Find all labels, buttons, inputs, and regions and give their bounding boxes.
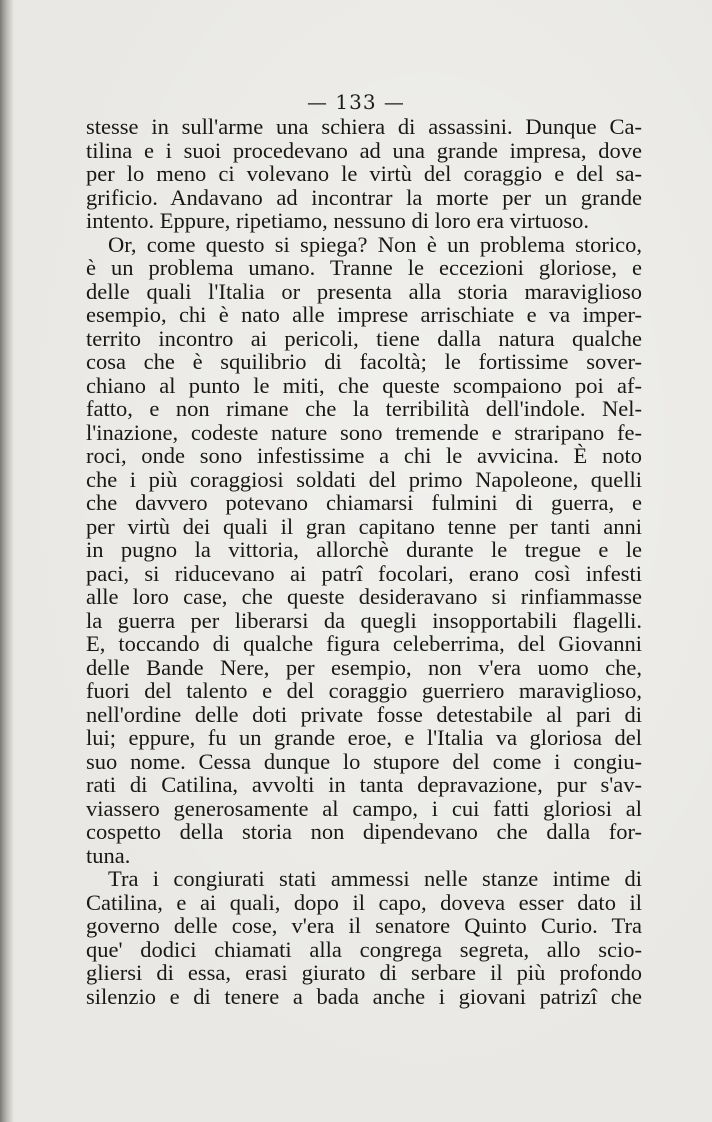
text-line: territo incontro ai pericoli, tiene dalla natura qualche: [86, 325, 642, 351]
text-line: intento. Eppure, ripetiamo, nessuno di loro era virtuoso.: [86, 208, 590, 233]
body-text: [86, 115, 642, 1008]
text-line: fuori del talento e del coraggio guerriero maraviglioso,: [86, 678, 642, 703]
text-line: per lo meno ci volevano le virtù del coraggio e del sa-: [86, 161, 642, 186]
text-line: E, toccando di qualche figura celeberrima, del Giovanni: [86, 631, 642, 656]
text-line: governo delle cose, v'era il senatore Quinto Curio. Tra: [86, 913, 642, 938]
text-line: che davvero potevano chiamarsi fulmini di guerra, e: [86, 490, 642, 515]
text-line: delle quali l'Italia or presenta alla storia maraviglioso: [86, 278, 642, 304]
text-line: silenzio e di tenere a bada anche i giovani patrizî che: [86, 983, 642, 1009]
text-line: che i più coraggiosi soldati del primo Napoleone, quelli: [86, 466, 642, 492]
text-line: cospetto della storia non dipendevano che dalla for-: [86, 819, 642, 844]
text-line: grificio. Andavano ad incontrar la morte per un grande: [86, 184, 642, 210]
text-line: gliersi di essa, erasi giurato di serbare il più profondo: [86, 960, 642, 985]
text-line: delle Bande Nere, per esempio, non v'era uomo che,: [86, 654, 642, 680]
text-line: que' dodici chiamati alla congrega segreta, allo scio-: [86, 936, 642, 962]
text-line: fatto, e non rimane che la terribilità dell'indole. Nel-: [86, 396, 642, 421]
text-line: tilina e i suoi procedevano ad una grande impresa, dove: [86, 137, 642, 163]
text-line: nell'ordine delle doti private fosse detestabile al pari di: [86, 701, 642, 727]
page-binding-shadow: [0, 0, 14, 1122]
text-line: suo nome. Cessa dunque lo stupore del come i congiu-: [86, 748, 642, 774]
text-line: chiano al punto le miti, che queste scompaiono poi af-: [86, 372, 642, 398]
text-line: esempio, chi è nato alle imprese arrischiate e va imper-: [86, 302, 642, 327]
text-line: la guerra per liberarsi da quegli insopportabili flagelli.: [86, 607, 642, 633]
text-line: l'inazione, codeste nature sono tremende e straripano fe-: [86, 419, 642, 445]
text-line: Tra i congiurati stati ammessi nelle stanze intime di: [108, 866, 642, 891]
text-line: in pugno la vittoria, allorchè durante le tregue e le: [86, 537, 642, 562]
text-line: viassero generosamente al campo, i cui fatti gloriosi al: [86, 795, 642, 821]
text-line: roci, onde sono infestissime a chi le avvicina. È noto: [86, 443, 642, 468]
text-line: rati di Catilina, avvolti in tanta depravazione, pur s'av-: [86, 772, 642, 797]
text-line: per virtù dei quali il gran capitano tenne per tanti anni: [86, 513, 642, 539]
text-line: stesse in sull'arme una schiera di assassini. Dunque Ca-: [86, 114, 642, 139]
text-line: paci, si riducevano ai patrî focolari, erano così infesti: [86, 560, 642, 586]
text-line: cosa che è squilibrio di facoltà; le fortissime sover-: [86, 349, 642, 374]
text-line: alle loro case, che queste desideravano si rinfiammasse: [86, 584, 642, 609]
text-line: tuna.: [86, 842, 131, 868]
page-number: — 133 —: [307, 90, 405, 114]
text-line: lui; eppure, fu un grande eroe, e l'Italia va gloriosa del: [86, 725, 642, 750]
text-line: è un problema umano. Tranne le eccezioni gloriose, e: [86, 255, 642, 280]
text-line: Or, come questo si spiega? Non è un problema storico,: [108, 231, 642, 257]
text-line: Catilina, e ai quali, dopo il capo, doveva esser dato il: [86, 889, 642, 915]
